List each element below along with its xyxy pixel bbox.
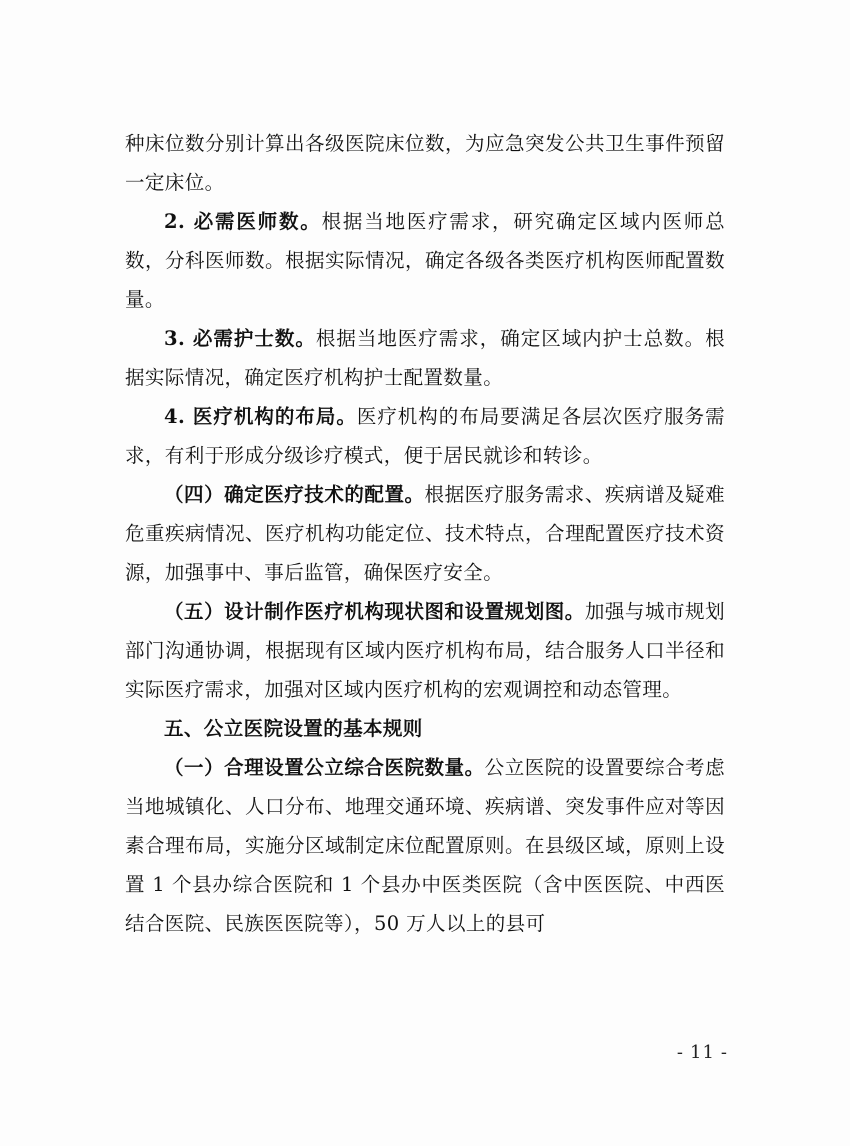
paragraph-text: 加强与城市规划部门沟通协调，根据现有区域内医疗机构布局，结合服务人口半径和实际医疗需求，加强对区域内医疗机构的宏观调控和动态管理。 [125,600,725,701]
paragraph-text: 根据当地医疗需求，研究确定区域内医师总数，分科医师数。根据实际情况，确定各级各类医疗机构医师配置数量。 [125,210,725,311]
paragraph-continuation [125,124,725,202]
paragraph-lead: （一）合理设置公立综合医院数量。 [164,756,485,779]
page-number-value: 11 [690,1042,715,1063]
paragraph-text: 公立医院的设置要综合考虑当地城镇化、人口分布、地理交通环境、疾病谱、突发事件应对等因素合理布局，实施分区域制定床位配置原则。在县级区域，原则上设置 1 个县办综合医院和 1 个县办中医类医院（含中医医院、中西医结合医院、民族医医院等），50 万人以上的县可 [125,756,725,935]
paragraph-hospital-count [125,748,725,943]
page-number-dash-left: - [676,1042,684,1063]
page-number-dash-right: - [720,1042,728,1063]
paragraph-planning-maps [125,592,725,709]
section-heading: 五、公立医院设置的基本规则 [164,717,423,740]
paragraph-technology-config [125,475,725,592]
paragraph-lead: 2. 必需医师数。 [164,210,322,233]
page-number [671,1042,734,1063]
paragraph-lead: 3. 必需护士数。 [164,327,316,350]
paragraph-required-nurses [125,319,725,397]
paragraph-required-doctors [125,202,725,319]
paragraph-text: 种床位数分别计算出各级医院床位数，为应急突发公共卫生事件预留一定床位。 [125,132,725,194]
paragraph-text: 医疗机构的布局要满足各层次医疗服务需求，有利于形成分级诊疗模式，便于居民就诊和转诊。 [125,405,725,467]
paragraph-lead: 4. 医疗机构的布局。 [164,405,357,428]
paragraph-lead: （五）设计制作医疗机构现状图和设置规划图。 [164,600,585,623]
paragraph-text: 根据医疗服务需求、疾病谱及疑难危重疾病情况、医疗机构功能定位、技术特点，合理配置医疗技术资源，加强事中、事后监管，确保医疗安全。 [125,483,725,584]
document-body [125,124,725,943]
paragraph-lead: （四）确定医疗技术的配置。 [164,483,425,506]
paragraph-text: 根据当地医疗需求，确定区域内护士总数。根据实际情况，确定医疗机构护士配置数量。 [125,327,725,389]
paragraph-institution-layout [125,397,725,475]
